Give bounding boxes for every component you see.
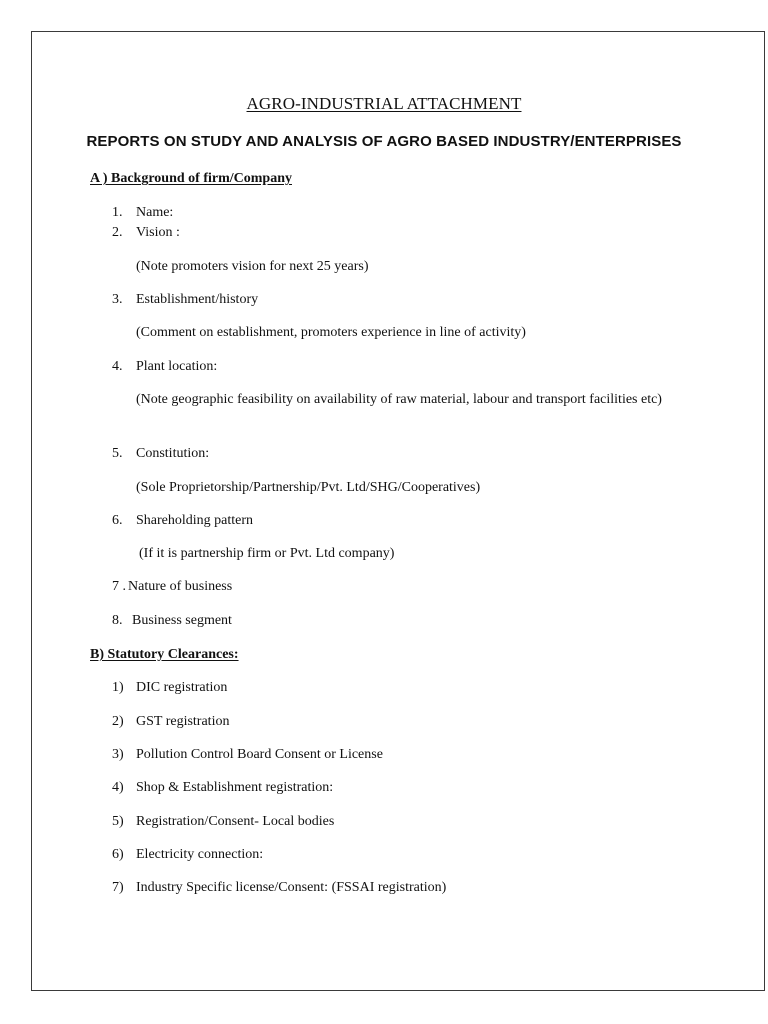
section-b-heading: B) Statutory Clearances: [90, 647, 239, 662]
list-item-number: 4) [112, 780, 124, 795]
list-item-name: Name: [136, 205, 174, 220]
list-item-number: 7 . [112, 579, 126, 594]
list-item-note: (Sole Proprietorship/Partnership/Pvt. Ltd/SHG/Cooperatives) [136, 480, 481, 495]
list-item-number: 1. [112, 205, 123, 220]
list-item-gst-registration: GST registration [136, 714, 230, 729]
list-item-number: 6. [112, 513, 123, 528]
list-item-note: (Note promoters vision for next 25 years) [136, 259, 369, 274]
document-subtitle: REPORTS ON STUDY AND ANALYSIS OF AGRO BASED INDUSTRY/ENTERPRISES [86, 133, 682, 150]
list-item-constitution: Constitution: [136, 446, 210, 461]
list-item-local-bodies: Registration/Consent- Local bodies [136, 814, 335, 829]
list-item-number: 3. [112, 292, 123, 307]
list-item-number: 2) [112, 714, 124, 729]
list-item-business-segment: Business segment [132, 613, 232, 628]
list-item-pollution-control: Pollution Control Board Consent or License [136, 747, 383, 762]
list-item-nature-of-business: Nature of business [128, 579, 233, 594]
list-item-number: 2. [112, 225, 123, 240]
list-item-number: 5) [112, 814, 124, 829]
list-item-note: (If it is partnership firm or Pvt. Ltd company) [139, 546, 395, 561]
list-item-shop-establishment: Shop & Establishment registration: [136, 780, 334, 795]
list-item-vision: Vision : [136, 225, 180, 240]
section-a-heading: A ) Background of firm/Company [90, 171, 292, 186]
list-item-note: (Comment on establishment, promoters experience in line of activity) [136, 325, 526, 340]
list-item-number: 3) [112, 747, 124, 762]
list-item-industry-license: Industry Specific license/Consent: (FSSAI registration) [136, 880, 447, 895]
list-item-shareholding: Shareholding pattern [136, 513, 254, 528]
list-item-plant-location: Plant location: [136, 359, 218, 374]
list-item-dic-registration: DIC registration [136, 680, 228, 695]
list-item-number: 6) [112, 847, 124, 862]
document-title: AGRO-INDUSTRIAL ATTACHMENT [246, 94, 522, 113]
list-item-number: 4. [112, 359, 123, 374]
list-item-establishment: Establishment/history [136, 292, 259, 307]
list-item-number: 5. [112, 446, 123, 461]
list-item-note: (Note geographic feasibility on availability of raw material, labour and transport facilities etc) [136, 392, 662, 407]
list-item-number: 8. [112, 613, 123, 628]
list-item-electricity: Electricity connection: [136, 847, 264, 862]
list-item-number: 7) [112, 880, 124, 895]
list-item-number: 1) [112, 680, 124, 695]
